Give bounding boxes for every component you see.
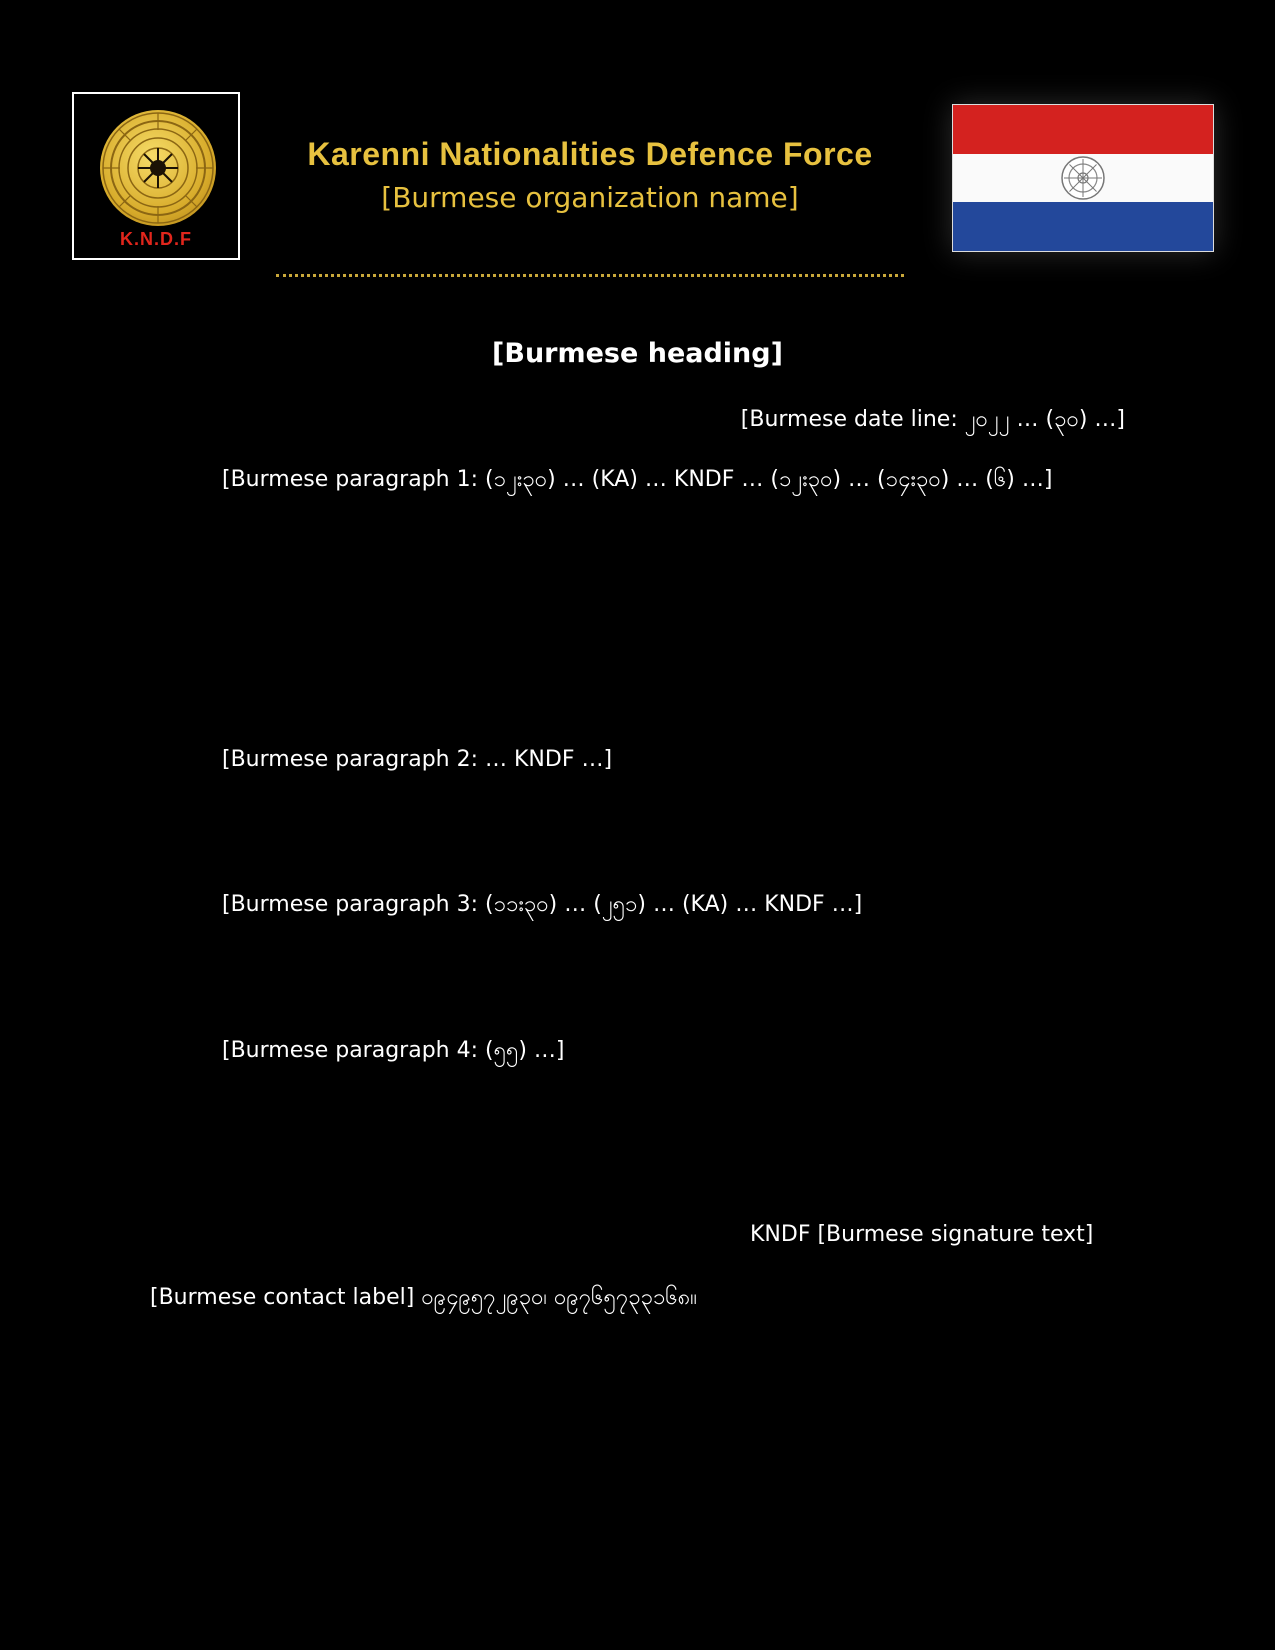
signature-line: KNDF [Burmese signature text] (750, 1222, 1094, 1247)
paragraph-3: [Burmese paragraph 3: (၁၁း၃၀) … (၂၅၁) … (KA) … KNDF …] (222, 892, 863, 917)
flag-blue-stripe (953, 202, 1213, 251)
logo-caption: K.N.D.F (120, 229, 192, 249)
statement-heading: [Burmese heading] (492, 338, 783, 369)
dotted-divider (276, 274, 904, 280)
dharma-wheel-icon (1059, 154, 1107, 202)
flag-red-stripe (953, 105, 1213, 154)
karenni-flag (952, 104, 1214, 252)
knd-emblem-icon (96, 106, 220, 230)
paragraph-1: [Burmese paragraph 1: (၁၂း၃၀) … (KA) … KNDF … (၁၂း၃၀) … (၁၄း၃၀) … (၆) …] (222, 467, 1053, 492)
kndf-logo (72, 92, 240, 260)
title-english: Karenni Nationalities Defence Force (307, 136, 873, 172)
title-myanmar: [Burmese organization name] (381, 181, 799, 214)
contact-line: [Burmese contact label] ၀၉၄၉၅၇၂၉၃၀၊ ၀၉၇၆၅၇၃၃၁၆၈။ (150, 1285, 697, 1310)
statement-date: [Burmese date line: ၂၀၂၂ … (၃၀) …] (740, 407, 1125, 432)
paragraph-2: [Burmese paragraph 2: … KNDF …] (222, 747, 613, 772)
organization-title (270, 134, 910, 216)
paragraph-4: [Burmese paragraph 4: (၅၅) …] (222, 1038, 565, 1063)
